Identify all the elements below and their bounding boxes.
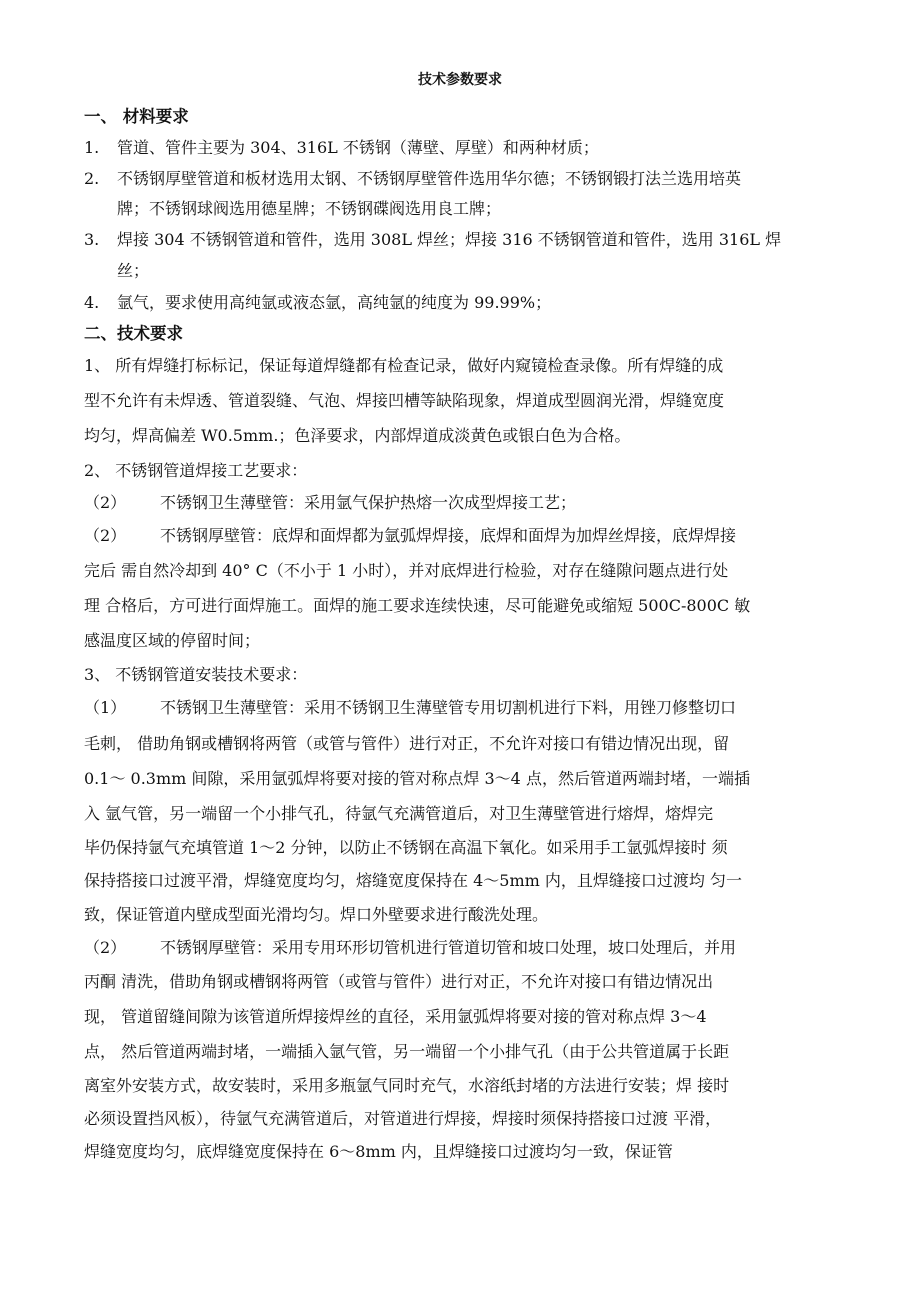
subitem-marker: （2） [84,493,127,512]
paragraph-2-2-line-2: 完后 需自然冷却到 40° C（不小于 1 小时），并对底焊进行检验，对存在缝隙问题点进行处 [84,561,729,580]
paragraph-3-2-line-7: 焊缝宽度均匀，底焊缝宽度保持在 6～8mm 内，且焊缝接口过渡均匀一致，保证管 [84,1142,673,1161]
paragraph-2-2-line-1 [84,525,736,547]
paragraph-2-title: 2、 不锈钢管道焊接工艺要求： [84,461,308,480]
paragraph-3-2-line-2: 丙酮 清洗，借助角钢或槽钢将两管（或管与管件）进行对正，不允许对接口有错边情况出 [84,972,714,991]
paragraph-3-2-line-6: 必须设置挡风板），待氩气充满管道后，对管道进行焊接，焊接时须保持搭接口过渡 平滑， [84,1109,722,1128]
item-text: 不锈钢厚壁管道和板材选用太钢、不锈钢厚壁管件选用华尔德；不锈钢锻打法兰选用培英 [117,169,742,188]
subitem-text: 不锈钢厚壁管：底焊和面焊都为氩弧焊焊接，底焊和面焊为加焊丝焊接，底焊焊接 [160,526,737,545]
paragraph-1-line-3: 均匀，焊高偏差 W0.5mm.；色泽要求，内部焊道成淡黄色或银白色为合格。 [84,426,631,445]
paragraph-3-1-line-4: 入 氩气管，另一端留一个小排气孔，待氩气充满管道后，对卫生薄壁管进行熔焊，熔焊完 [84,804,714,823]
subitem-text: 不锈钢卫生薄壁管：采用氩气保护热熔一次成型焊接工艺； [160,493,577,512]
subitem-text: 不锈钢卫生薄壁管：采用不锈钢卫生薄壁管专用切割机进行下料，用锉刀修整切口 [160,698,737,717]
item-text: 氩气，要求使用高纯氩或液态氩，高纯氩的纯度为 99.99%； [117,293,552,312]
material-item-1 [84,137,599,159]
paragraph-2-1 [84,492,576,514]
paragraph-3-1-line-5: 毕仍保持氩气充填管道 1～2 分钟，以防止不锈钢在高温下氧化。如采用手工氩弧焊接时 须 [84,838,728,857]
paragraph-2-2-line-4: 感温度区域的停留时间； [84,631,261,650]
paragraph-1-line-2: 型不允许有未焊透、管道裂缝、气泡、焊接凹槽等缺陷现象，焊道成型圆润光滑，焊缝宽度 [84,391,725,410]
subitem-marker: （2） [84,938,127,957]
material-item-3-cont: 丝； [117,261,150,280]
subitem-marker: （2） [84,526,127,545]
item-text: 焊接 304 不锈钢管道和管件，选用 308L 焊丝；焊接 316 不锈钢管道和管件，选用 316L 焊 [117,230,782,249]
item-number: 3. [84,230,100,249]
material-item-3 [84,229,781,251]
paragraph-3-1-line-3: 0.1～ 0.3mm 间隙，采用氩弧焊将要对接的管对称点焊 3～4 点，然后管道两端封堵，一端插 [84,769,750,788]
item-number: 2. [84,169,100,188]
item-text: 管道、管件主要为 304、316L 不锈钢（薄壁、厚壁）和两种材质； [117,138,599,157]
paragraph-1-line-1: 1、 所有焊缝打标标记，保证每道焊缝都有检查记录，做好内窥镜检查录像。所有焊缝的成 [84,356,724,375]
paragraph-3-2-line-3: 现， 管道留缝间隙为该管道所焊接焊丝的直径，采用氩弧焊将要对接的管对称点焊 3～4 [84,1007,707,1026]
paragraph-3-1-line-1 [84,697,736,719]
material-item-2-cont: 牌；不锈钢球阀选用德星牌；不锈钢碟阀选用良工牌； [117,199,502,218]
subitem-text: 不锈钢厚壁管：采用专用环形切管机进行管道切管和坡口处理，坡口处理后，并用 [160,938,737,957]
subitem-marker: （1） [84,698,127,717]
paragraph-3-2-line-1 [84,937,736,959]
material-item-4 [84,292,551,314]
paragraph-3-1-line-7: 致，保证管道内壁成型面光滑均匀。焊口外壁要求进行酸洗处理。 [84,905,549,924]
item-number: 1. [84,138,100,157]
document-title: 技术参数要求 [418,72,502,88]
material-item-2 [84,168,741,190]
section1-heading: 一、 材料要求 [84,107,189,126]
item-number: 4. [84,293,100,312]
paragraph-3-2-line-4: 点， 然后管道两端封堵，一端插入氩气管，另一端留一个小排气孔（由于公共管道属于长距 [84,1042,730,1061]
paragraph-3-1-line-6: 保持搭接口过渡平滑，焊缝宽度均匀，熔缝宽度保持在 4～5mm 内，且焊缝接口过渡均 匀一 [84,871,742,890]
paragraph-3-title: 3、 不锈钢管道安装技术要求： [84,665,308,684]
paragraph-3-1-line-2: 毛刺， 借助角钢或槽钢将两管（或管与管件）进行对正，不允许对接口有错边情况出现，留 [84,734,730,753]
section2-heading: 二、技术要求 [84,324,183,343]
paragraph-3-2-line-5: 离室外安装方式，故安装时，采用多瓶氩气同时充气，水溶纸封堵的方法进行安装；焊 接时 [84,1076,730,1095]
paragraph-2-2-line-3: 理 合格后，方可进行面焊施工。面焊的施工要求连续快速，尽可能避免或缩短 500C-800C 敏 [84,596,751,615]
